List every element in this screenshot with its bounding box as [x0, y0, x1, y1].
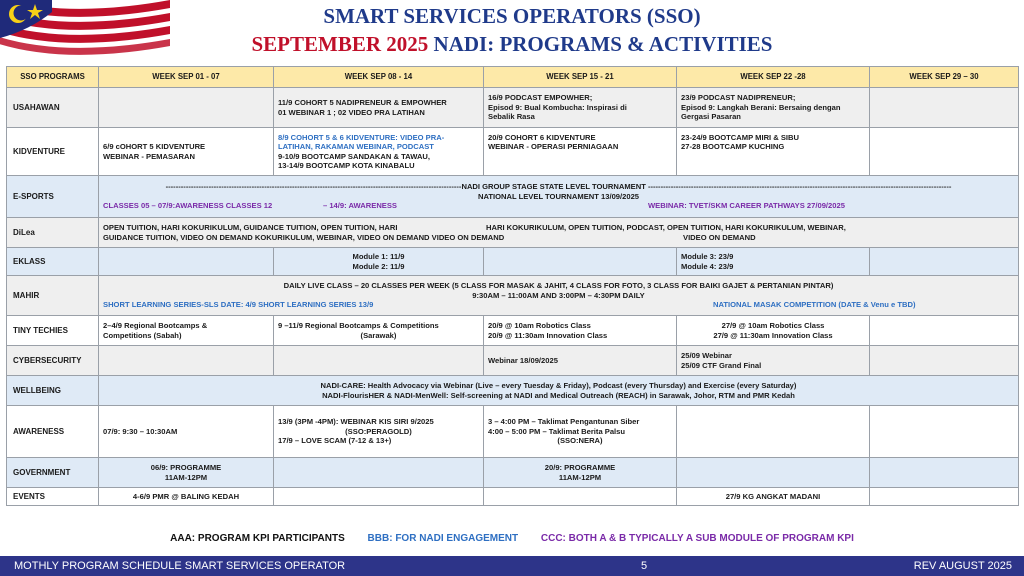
- cell-text: OPEN TUITION, HARI KOKURIKULUM, GUIDANCE TUITION, OPEN TUITION, HARI: [103, 222, 398, 232]
- cell-line: 16/9 PODCAST EMPOWHER;: [488, 93, 593, 103]
- table-row: [7, 488, 1019, 506]
- table-row: [7, 406, 1019, 458]
- table-cell: [274, 458, 484, 488]
- cell-line: 01 WEBINAR 1 ; 02 VIDEO PRA LATIHAN: [278, 107, 425, 117]
- cell-line: LATIHAN, RAKAMAN WEBINAR, PODCAST: [278, 142, 434, 152]
- column-header: WEEK SEP 08 - 14: [274, 67, 484, 88]
- cell-line: Module 3: 23/9: [681, 252, 734, 262]
- column-header: WEEK SEP 15 - 21: [484, 67, 677, 88]
- table-cell: [99, 128, 274, 176]
- table-cell: [677, 248, 870, 276]
- table-cell: [677, 406, 870, 458]
- cell-line: 23/9 PODCAST NADIPRENEUR;: [681, 93, 796, 103]
- cell-line: 8/9 COHORT 5 & 6 KIDVENTURE: VIDEO PRA-: [278, 132, 445, 142]
- cell-line: ---------------------------------------------------------------------------------------------------------------------NADI GROUP STAGE STATE LEVEL TOURNAMENT ------------------------------------------------------------------------------------------------------------------------: [165, 182, 952, 192]
- cell-line: 06/9: PROGRAMME: [150, 463, 222, 473]
- legend-item-engagement: BBB: FOR NADI ENGAGEMENT: [367, 533, 519, 544]
- table-row: [7, 248, 1019, 276]
- cell-text: GUIDANCE TUITION, VIDEO ON DEMAND KOKURIKULUM, WEBINAR, VIDEO ON DEMAND VIDEO ON DEMAND: [103, 232, 505, 242]
- program-label: AWARENESS: [7, 406, 99, 458]
- cell-line: Competitions (Sabah): [103, 330, 182, 340]
- cell-line: (SSO:PERAGOLD): [345, 426, 412, 436]
- table-row: [7, 316, 1019, 346]
- cell-line: [103, 223, 1014, 233]
- table-cell: 4-6/9 PMR @ BALING KEDAH: [99, 488, 274, 506]
- table-cell: [274, 406, 484, 458]
- table-cell: [274, 346, 484, 376]
- cell-line: 9-10/9 BOOTCAMP SANDAKAN & TAWAU,: [278, 151, 431, 161]
- table-cell: [870, 88, 1019, 128]
- cell-line: 11AM-12PM: [558, 472, 602, 482]
- table-row: [7, 346, 1019, 376]
- table-cell: [99, 316, 274, 346]
- table-cell: [484, 488, 677, 506]
- program-label: DiLea: [7, 218, 99, 248]
- cell-line: 20/9: PROGRAMME: [544, 463, 616, 473]
- cell-line: Module 1: 11/9: [352, 252, 405, 262]
- table-row: [7, 276, 1019, 316]
- cell-line: 27/9 @ 11:30am Innovation Class: [713, 330, 833, 340]
- cell-text: CLASSES 05 – 07/9:AWARENESS CLASSES 12: [103, 200, 273, 210]
- table-header-row: [7, 67, 1019, 88]
- cell-line: 11AM-12PM: [164, 472, 208, 482]
- program-label: EKLASS: [7, 248, 99, 276]
- schedule-table: [6, 66, 1019, 506]
- table-cell: [274, 316, 484, 346]
- cell-line: WEBINAR - PEMASARAN: [103, 151, 195, 161]
- cell-line: [103, 233, 1014, 243]
- program-label: EVENTS: [7, 488, 99, 506]
- cell-line: 2–4/9 Regional Bootcamps &: [103, 321, 208, 331]
- table-cell: [99, 218, 1019, 248]
- cell-line: 27-28 BOOTCAMP KUCHING: [681, 142, 785, 152]
- cell-line: 9 –11/9 Regional Bootcamps & Competitions: [278, 321, 439, 331]
- table-cell: [870, 346, 1019, 376]
- table-cell: [484, 406, 677, 458]
- footer-revision: REV AUGUST 2025: [913, 560, 1012, 572]
- cell-line: 27/9 @ 10am Robotics Class: [721, 321, 825, 331]
- table-cell: [484, 458, 677, 488]
- table-cell: [484, 316, 677, 346]
- subtitle-text: NADI: PROGRAMS & ACTIVITIES: [428, 32, 773, 56]
- cell-line: NATIONAL LEVEL TOURNAMENT 13/09/2025: [477, 191, 640, 201]
- table-row: [7, 128, 1019, 176]
- cell-line: Gergasi Pasaran: [681, 112, 741, 122]
- table-cell: [99, 248, 274, 276]
- program-label: KIDVENTURE: [7, 128, 99, 176]
- table-cell: [274, 128, 484, 176]
- cell-line: Episod 9: Bual Kombucha: Inspirasi di: [488, 102, 627, 112]
- program-label: TINY TECHIES: [7, 316, 99, 346]
- cell-line: WEBINAR - OPERASI PERNIAGAAN: [488, 142, 619, 152]
- table-cell: [274, 488, 484, 506]
- column-header: WEEK SEP 01 - 07: [99, 67, 274, 88]
- table-cell: [274, 88, 484, 128]
- cell-line: 11/9 COHORT 5 NADIPRENEUR & EMPOWHER: [278, 98, 447, 108]
- table-cell: [870, 458, 1019, 488]
- cell-line: 13/9 (3PM -4PM): WEBINAR KIS SIRI 9/2025: [278, 417, 434, 427]
- program-label: USAHAWAN: [7, 88, 99, 128]
- program-label: CYBERSECURITY: [7, 346, 99, 376]
- cell-text: WEBINAR: TVET/SKM CAREER PATHWAYS 27/09/2025: [648, 200, 845, 210]
- cell-line: 20/9 @ 10am Robotics Class: [488, 321, 591, 331]
- table-cell: [99, 176, 1019, 218]
- table-cell: 27/9 KG ANGKAT MADANI: [677, 488, 870, 506]
- column-header: WEEK SEP 29 – 30: [870, 67, 1019, 88]
- cell-line: NADI-CARE: Health Advocacy via Webinar (Live – every Tuesday & Friday), Podcast (every Thursday) and Exercise (every Saturday): [320, 381, 797, 391]
- cell-line: 6/9 cOHORT 5 KIDVENTURE: [103, 142, 206, 152]
- cell-line: Module 2: 11/9: [352, 261, 405, 271]
- page-title: SMART SERVICES OPERATORS (SSO): [323, 4, 701, 28]
- table-cell: [274, 248, 484, 276]
- cell-line: Episod 9: Langkah Berani: Bersaing dengan: [681, 102, 841, 112]
- table-row: [7, 176, 1019, 218]
- cell-line: 25/09 Webinar: [681, 351, 732, 361]
- cell-line: Module 4: 23/9: [681, 261, 734, 271]
- cell-line: 17/9 – LOVE SCAM (7-12 & 13+): [278, 436, 392, 446]
- cell-text: – 14/9: AWARENESS: [323, 200, 397, 210]
- table-cell: [484, 128, 677, 176]
- table-row: [7, 458, 1019, 488]
- table-cell: Webinar 18/09/2025: [484, 346, 677, 376]
- table-cell: [99, 88, 274, 128]
- footer-page-number: 5: [641, 560, 648, 572]
- cell-text: SHORT LEARNING SERIES-SLS DATE: 4/9 SHORT LEARNING SERIES 13/9: [103, 299, 374, 309]
- column-header: SSO PROGRAMS: [7, 67, 99, 88]
- table-cell: [677, 316, 870, 346]
- table-cell: [870, 406, 1019, 458]
- program-label: MAHIR: [7, 276, 99, 316]
- table-row: [7, 218, 1019, 248]
- legend-item-both: CCC: BOTH A & B TYPICALLY A SUB MODULE OF PROGRAM KPI: [540, 533, 854, 544]
- legend-item-kpi: AAA: PROGRAM KPI PARTICIPANTS: [170, 533, 345, 544]
- cell-line: [103, 300, 1014, 310]
- table-cell: [677, 346, 870, 376]
- cell-line: 4:00 – 5:00 PM – Taklimat Berita Palsu: [488, 426, 626, 436]
- cell-text: VIDEO ON DEMAND: [683, 232, 756, 242]
- program-label: E-SPORTS: [7, 176, 99, 218]
- cell-line: 23-24/9 BOOTCAMP MIRI & SIBU: [681, 133, 800, 142]
- table-cell: [99, 346, 274, 376]
- cell-line: (Sarawak): [360, 330, 397, 340]
- cell-line: Sebalik Rasa: [488, 112, 535, 122]
- table-cell: [870, 128, 1019, 176]
- table-cell: [484, 88, 677, 128]
- cell-line: NADI-FlourisHER & NADI-MenWell: Self-screening at NADI and Medical Outreach (REACH) in Sarawak, Johor, RTM and PMR Kedah: [322, 390, 795, 400]
- table-cell: [870, 248, 1019, 276]
- cell-line: 20/9 @ 11:30am Innovation Class: [488, 330, 608, 340]
- table-cell: [870, 488, 1019, 506]
- table-cell: [677, 128, 870, 176]
- cell-line: DAILY LIVE CLASS – 20 CLASSES PER WEEK (5 CLASS FOR MASAK & JAHIT, 4 CLASS FOR FOTO, 3 CLASS FOR BAIKI GAJET & PERTANIAN PINTAR): [283, 281, 834, 291]
- table-cell: [484, 248, 677, 276]
- cell-line: 9:30AM – 11:00AM AND 3:00PM – 4:30PM DAILY: [472, 290, 645, 300]
- column-header: WEEK SEP 22 -28: [677, 67, 870, 88]
- table-cell: [99, 376, 1019, 406]
- page-subtitle: [0, 32, 1024, 57]
- table-cell: 07/9: 9:30 – 10:30AM: [99, 406, 274, 458]
- program-label: GOVERNMENT: [7, 458, 99, 488]
- cell-line: [103, 201, 1014, 211]
- subtitle-month: SEPTEMBER 2025: [251, 32, 429, 56]
- footer-left-text: MOTHLY PROGRAM SCHEDULE SMART SERVICES OPERATOR: [14, 560, 346, 572]
- table-cell: [99, 458, 274, 488]
- cell-text: HARI KOKURIKULUM, OPEN TUITION, PODCAST, OPEN TUITION, HARI KOKURIKULUM, WEBINAR,: [486, 222, 846, 232]
- footer-bar: [0, 556, 1024, 576]
- cell-line: 20/9 COHORT 6 KIDVENTURE: [488, 133, 596, 142]
- table-cell: [677, 458, 870, 488]
- cell-text: NATIONAL MASAK COMPETITION (DATE & Venu e TBD): [713, 299, 916, 309]
- table-cell: [870, 316, 1019, 346]
- table-row: [7, 376, 1019, 406]
- cell-line: 3 – 4:00 PM – Taklimat Pengantunan Siber: [488, 417, 640, 427]
- table-row: [7, 88, 1019, 128]
- table-cell: [677, 88, 870, 128]
- program-label: WELLBEING: [7, 376, 99, 406]
- legend: [0, 533, 1024, 544]
- cell-line: (SSO:NERA): [557, 436, 603, 446]
- table-cell: [99, 276, 1019, 316]
- cell-line: 25/09 CTF Grand Final: [681, 360, 762, 370]
- cell-line: 13-14/9 BOOTCAMP KOTA KINABALU: [278, 160, 415, 170]
